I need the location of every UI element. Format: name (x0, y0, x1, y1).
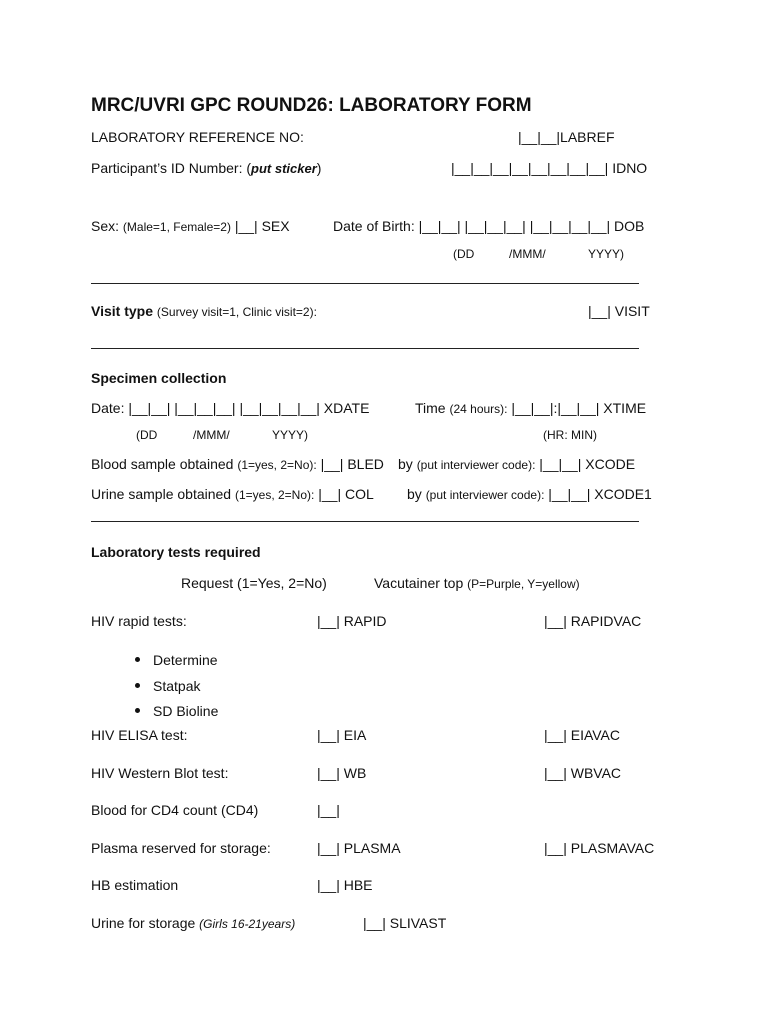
lab-reference-label: LABORATORY REFERENCE NO: (91, 129, 304, 145)
idno-field[interactable]: |__|__|__|__|__|__|__|__| IDNO (451, 160, 648, 176)
collection-time-field[interactable]: |__|__|:|__|__| XTIME (511, 400, 647, 416)
dob-mmm-hint: /MMM/ (509, 247, 546, 261)
hiv-rapid-label: HIV rapid tests: (91, 613, 187, 629)
visit-field[interactable]: |__| VISIT (588, 303, 650, 319)
plasmavac-field[interactable]: |__| PLASMAVAC (544, 840, 655, 856)
dob-field[interactable]: |__|__| |__|__|__| |__|__|__|__| DOB (418, 218, 645, 234)
visit-type-row: Visit type (Survey visit=1, Clinic visit=2): (91, 303, 317, 319)
rapidvac-field[interactable]: |__| RAPIDVAC (544, 613, 642, 629)
cd4-field[interactable]: |__| (317, 802, 340, 818)
specimen-collection-heading: Specimen collection (91, 370, 227, 386)
divider (91, 283, 639, 284)
plasma-field[interactable]: |__| PLASMA (317, 840, 401, 856)
urine-interviewer-row: by (put interviewer code): |__|__| XCODE1 (407, 486, 652, 502)
xcode1-field[interactable]: |__|__| XCODE1 (548, 486, 652, 502)
date-dd-hint: (DD (136, 428, 158, 442)
list-item: Statpak (153, 678, 201, 694)
request-column-header: Request (1=Yes, 2=No) (181, 575, 327, 591)
vacutainer-column-header: Vacutainer top (P=Purple, Y=yellow) (374, 575, 580, 591)
rapid-field[interactable]: |__| RAPID (317, 613, 387, 629)
cd4-label: Blood for CD4 count (CD4) (91, 802, 259, 818)
bullet-icon (135, 683, 140, 688)
dob-dd-hint: (DD (453, 247, 475, 261)
collection-date-field[interactable]: Date: |__|__| |__|__|__| |__|__|__|__| XDATE (91, 400, 370, 416)
slivast-field[interactable]: |__| SLIVAST (363, 915, 447, 931)
bullet-icon (135, 708, 140, 713)
urine-storage-label: Urine for storage (Girls 16-21years) (91, 915, 296, 931)
collection-time-row: Time (24 hours): |__|__|:|__|__| XTIME (415, 400, 647, 416)
wbvac-field[interactable]: |__| WBVAC (544, 765, 622, 781)
hbe-field[interactable]: |__| HBE (317, 877, 373, 893)
lab-reference-field[interactable]: |__|__|LABREF (518, 129, 615, 145)
time-format-hint: (HR: MIN) (543, 428, 597, 442)
hiv-elisa-label: HIV ELISA test: (91, 727, 188, 743)
participant-id-label: Participant’s ID Number: (put sticker) (91, 160, 322, 176)
divider (91, 521, 639, 522)
blood-interviewer-row: by (put interviewer code): |__|__| XCODE (398, 456, 636, 472)
dob-row: Date of Birth: |__|__| |__|__|__| |__|__|__|__| DOB (333, 218, 645, 234)
urine-sample-row: Urine sample obtained (1=yes, 2=No): |__| COL (91, 486, 374, 502)
date-mmm-hint: /MMM/ (193, 428, 230, 442)
lab-tests-heading: Laboratory tests required (91, 544, 261, 560)
sex-field[interactable]: |__| SEX (234, 218, 290, 234)
eia-field[interactable]: |__| EIA (317, 727, 367, 743)
sex-row: Sex: (Male=1, Female=2) |__| SEX (91, 218, 290, 234)
western-blot-label: HIV Western Blot test: (91, 765, 229, 781)
wb-field[interactable]: |__| WB (317, 765, 367, 781)
dob-yyyy-hint: YYYY) (588, 247, 625, 261)
bullet-icon (135, 657, 140, 662)
col-field[interactable]: |__| COL (318, 486, 374, 502)
plasma-label: Plasma reserved for storage: (91, 840, 271, 856)
xcode-field[interactable]: |__|__| XCODE (539, 456, 636, 472)
list-item: SD Bioline (153, 703, 219, 719)
list-item: Determine (153, 652, 218, 668)
date-yyyy-hint: YYYY) (272, 428, 309, 442)
divider (91, 348, 639, 349)
eiavac-field[interactable]: |__| EIAVAC (544, 727, 621, 743)
blood-sample-row: Blood sample obtained (1=yes, 2=No): |__| BLED (91, 456, 384, 472)
hb-label: HB estimation (91, 877, 179, 893)
bled-field[interactable]: |__| BLED (320, 456, 384, 472)
page-title: MRC/UVRI GPC ROUND26: LABORATORY FORM (91, 95, 532, 116)
